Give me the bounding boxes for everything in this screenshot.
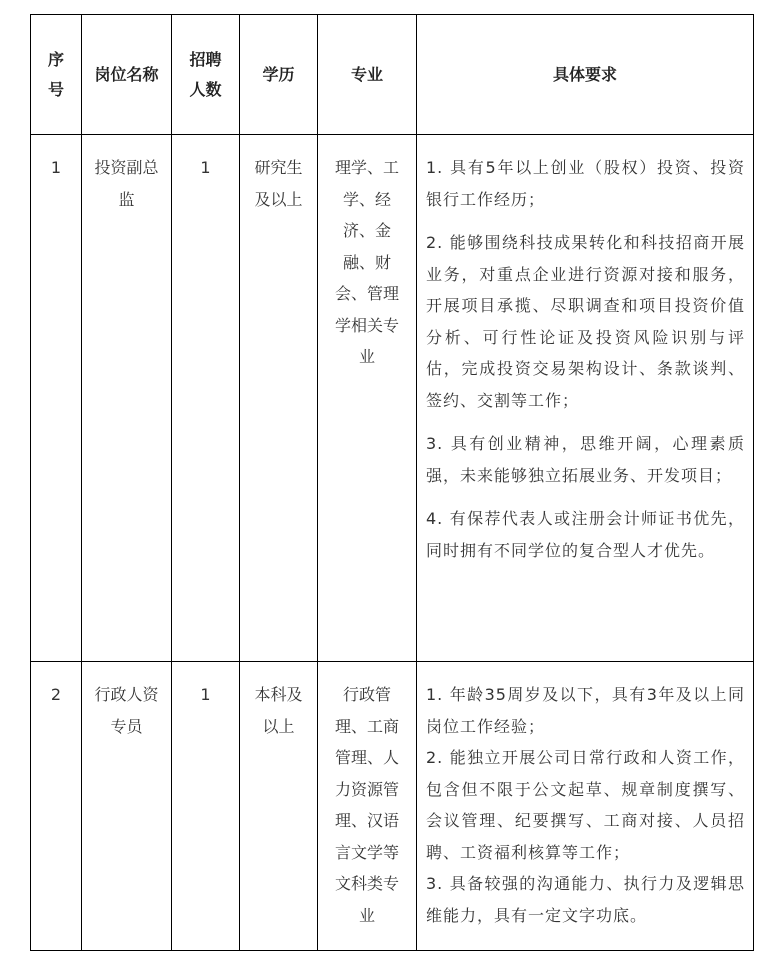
- table-row: [31, 662, 754, 951]
- header-major: 专业: [318, 15, 417, 135]
- cell-hire-count: 1: [172, 662, 240, 951]
- requirement-item: 1. 年龄35周岁及以下，具有3年及以上同岗位工作经验；: [426, 685, 745, 736]
- header-hire-count: 招聘人数: [172, 15, 240, 135]
- requirement-item: 3. 具备较强的沟通能力、执行力及逻辑思维能力，具有一定文字功底。: [426, 874, 745, 925]
- requirement-item: 3. 具有创业精神，思维开阔，心理素质强，未来能够独立拓展业务、开发项目；: [426, 434, 745, 485]
- cell-seq: 1: [31, 135, 82, 662]
- cell-hire-count: 1: [172, 135, 240, 662]
- requirement-item: 2. 能够围绕科技成果转化和科技招商开展业务，对重点企业进行资源对接和服务，开展项目承揽、尽职调查和项目投资价值分析、可行性论证及投资风险识别与评估，完成投资交易架构设计、条款谈判、签约、交割等工作；: [426, 233, 745, 410]
- cell-major: 行政管理、工商管理、人力资源管理、汉语言文学等文科类专业: [318, 662, 417, 951]
- cell-education: 研究生及以上: [240, 135, 318, 662]
- header-education: 学历: [240, 15, 318, 135]
- cell-requirements: [417, 662, 754, 951]
- requirement-item: 1. 具有5年以上创业（股权）投资、投资银行工作经历；: [426, 158, 745, 209]
- recruitment-table: [30, 14, 754, 951]
- header-seq: 序号: [31, 15, 82, 135]
- table-header-row: [31, 15, 754, 135]
- header-position-name: 岗位名称: [82, 15, 172, 135]
- header-requirements: 具体要求: [417, 15, 754, 135]
- table-row: [31, 135, 754, 662]
- cell-position-name: 投资副总监: [82, 135, 172, 662]
- cell-requirements: [417, 135, 754, 662]
- requirement-item: 2. 能独立开展公司日常行政和人资工作，包含但不限于公文起草、规章制度撰写、会议管理、纪要撰写、工商对接、人员招聘、工资福利核算等工作；: [426, 748, 745, 862]
- cell-major: 理学、工学、经济、金融、财会、管理学相关专业: [318, 135, 417, 662]
- requirement-item: 4. 有保荐代表人或注册会计师证书优先，同时拥有不同学位的复合型人才优先。: [426, 509, 745, 560]
- cell-position-name: 行政人资专员: [82, 662, 172, 951]
- cell-education: 本科及以上: [240, 662, 318, 951]
- cell-seq: 2: [31, 662, 82, 951]
